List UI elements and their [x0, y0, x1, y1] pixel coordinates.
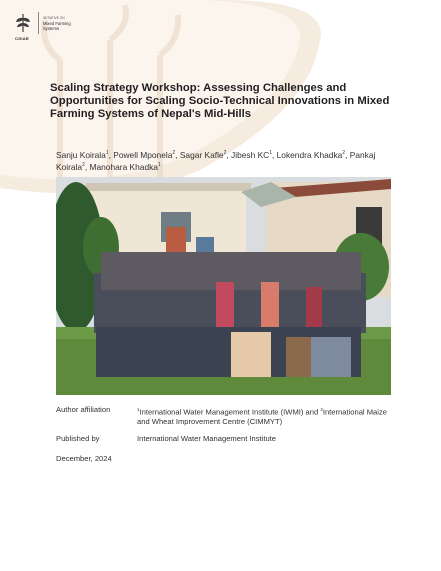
affiliation-marker: 1 — [137, 407, 140, 412]
cgiar-wordmark: CGIAR — [15, 36, 29, 41]
publisher-value: International Water Management Institute — [137, 434, 277, 443]
author: Sanju Koirala$^1$, — [56, 149, 114, 160]
affiliation-org-2: International Maize and Wheat Improvement Centre (CIMMYT) — [137, 407, 387, 427]
affiliation-marker: 2 — [223, 150, 227, 156]
author-list — [56, 148, 401, 173]
group-photo — [56, 177, 391, 395]
affiliation-marker: 1 — [105, 150, 109, 156]
author: Powell Mponela$^2$, — [113, 149, 180, 160]
author-name: Sagar Kafle — [179, 149, 224, 160]
initiative-label: INITIATIVE ON — [43, 15, 65, 20]
logo-divider — [38, 12, 39, 34]
report-title: Scaling Strategy Workshop: Assessing Challenges and Opportunities for Scaling Socio-Technical Innovations in Mixed Farming Systems of Nepal's Mid-Hills — [50, 82, 390, 120]
author-name: Jibesh KC — [231, 149, 270, 160]
affiliation-label: Author affiliation — [56, 405, 111, 414]
affiliation-marker: 2 — [320, 407, 323, 412]
author: Lokendra Khadka$^2$, — [276, 149, 350, 160]
author: Sagar Kafle$^2$, — [179, 149, 232, 160]
publisher-label: Published by — [56, 434, 100, 443]
publication-date: December, 2024 — [56, 454, 112, 463]
affiliation-marker: 1 — [269, 150, 272, 156]
affiliation-value — [137, 405, 387, 427]
author: Jibesh $KC^1$, — [231, 149, 277, 160]
author-name: Powell Mponela — [113, 149, 173, 160]
affiliation-marker: 2 — [172, 150, 176, 156]
initiative-name — [43, 16, 71, 31]
affiliation-marker: 2 — [342, 150, 346, 156]
author-name: Lokendra Khadka — [276, 149, 343, 160]
author — [90, 162, 161, 172]
author-name: Manohara Khadka — [89, 162, 158, 173]
affiliation-org-1: International Water Management Institute (IWMI) and — [139, 407, 321, 417]
initiative-name-line1: Mixed Farming — [43, 20, 71, 26]
cgiar-leaf-icon — [14, 12, 32, 34]
initiative-name-line2: Systems — [43, 25, 60, 31]
cgiar-logo — [14, 12, 71, 41]
affiliation-marker: 1 — [157, 162, 161, 169]
author: Pankaj Koirala$^2$, — [56, 149, 376, 173]
affiliation-marker: 2 — [82, 162, 85, 169]
author-name: Sanju Koirala — [56, 149, 106, 160]
author-name: Pankaj Koirala — [56, 149, 376, 173]
